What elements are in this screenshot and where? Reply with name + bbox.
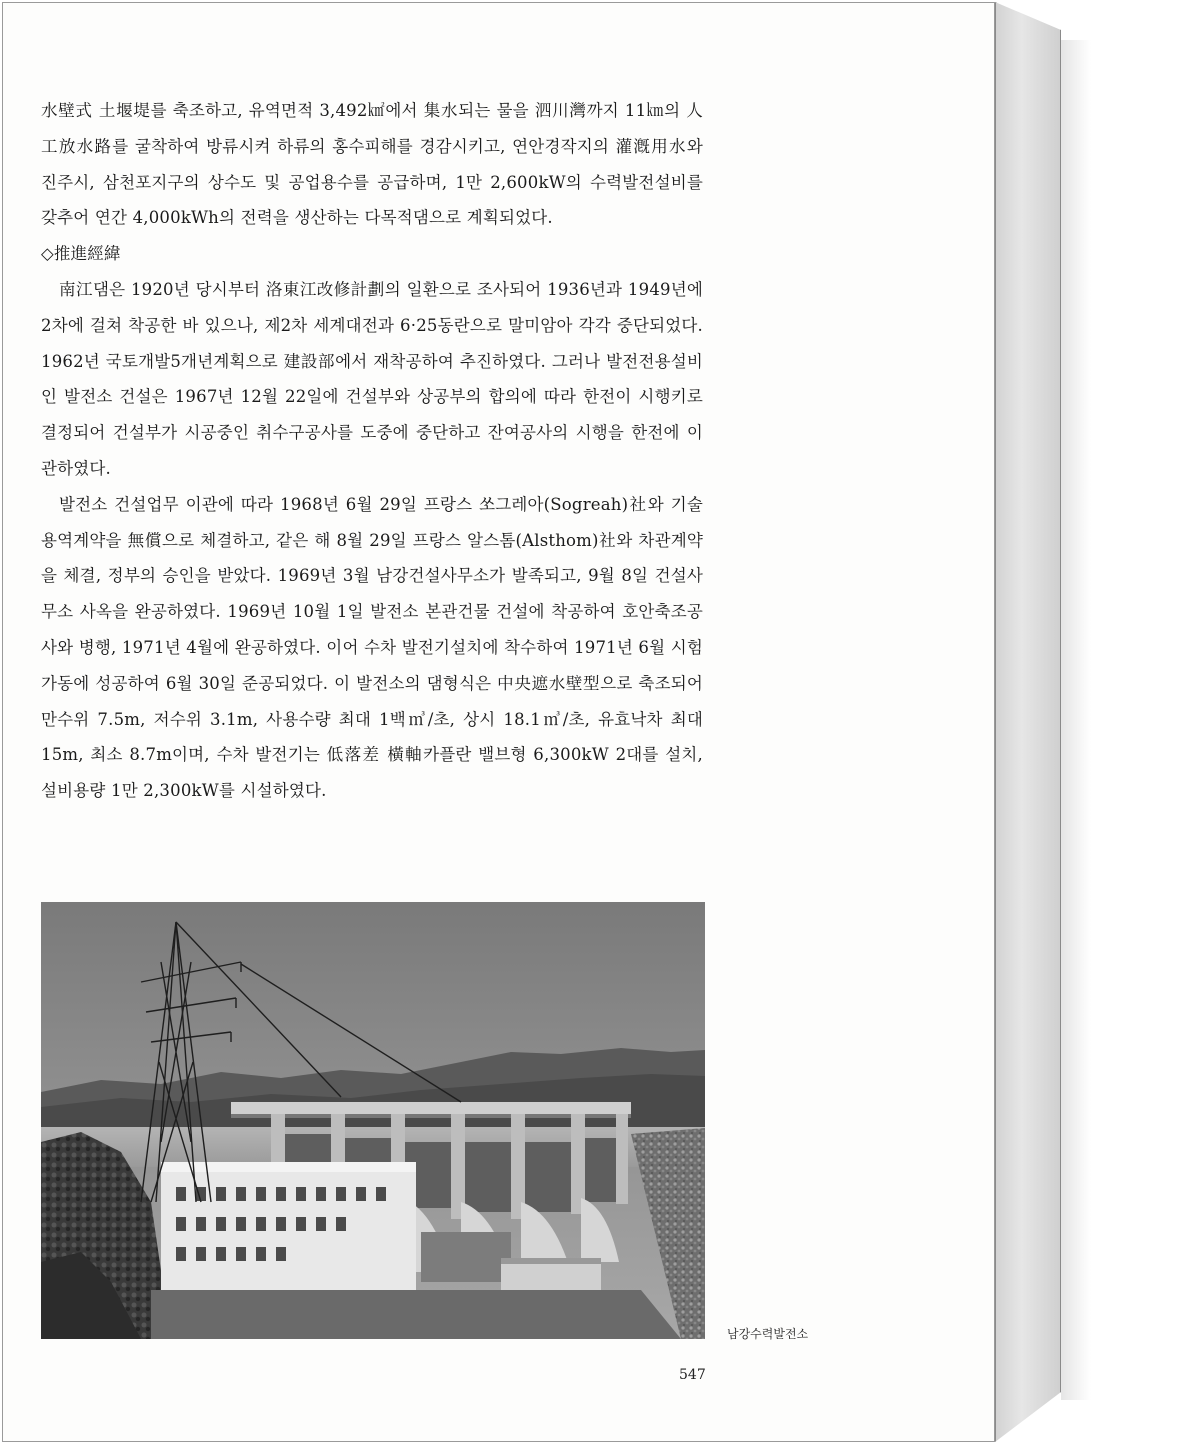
- paragraph-history: 南江댐은 1920년 당시부터 洛東江改修計劃의 일환으로 조사되어 1936년과 1949년에 2차에 걸쳐 착공한 바 있으나, 제2차 세계대전과 6·25동란으로 말미암아 각각 중단되었다. 1962년 국토개발5개년계획으로 建設部에서 재착공하여 추진하였다. 그러나 발전전용설비인 발전소 건설은 1967년 12월 22일에 건설부와 상공부의 합의에 따라 한전이 시행키로 결정되어 건설부가 시공중인 취수구공사를 도중에 중단하고 잔여공사의 시행을 한전에 이관하였다.: [41, 279, 703, 478]
- body-text: [41, 93, 703, 809]
- document-page: [2, 2, 995, 1442]
- section-heading: ◇推進經緯: [41, 244, 121, 264]
- paragraph-construction: 발전소 건설업무 이관에 따라 1968년 6월 29일 프랑스 쏘그레아(Sogreah)社와 기술용역계약을 無償으로 체결하고, 같은 해 8월 29일 프랑스 알스톰(Alsthom)社와 차관계약을 체결, 정부의 승인을 받았다. 1969년 3월 남강건설사무소가 발족되고, 9월 8일 건설사무소 사옥을 완공하였다. 1969년 10월 1일 발전소 본관건물 건설에 착공하여 호안축조공사와 병행, 1971년 4월에 완공하였다. 이어 수차 발전기설치에 착수하여 1971년 6월 시험가동에 성공하여 6월 30일 준공되었다. 이 발전소의 댐형식은 中央遮水壁型으로 축조되어 만수위 7.5m, 저수위 3.1m, 사용수량 최대 1백㎥/초, 상시 18.1㎥/초, 유효낙차 최대 15m, 최소 8.7m이며, 수차 발전기는 低落差 橫軸카플란 밸브형 6,300kW 2대를 설치, 설비용량 1만 2,300kW를 시설하였다.: [41, 494, 703, 801]
- photo-caption: 남강수력발전소: [727, 1327, 809, 1341]
- page-number: 547: [679, 1367, 706, 1383]
- paragraph-dam-plan: 水壁式 土堰堤를 축조하고, 유역면적 3,492㎢에서 集水되는 물을 泗川灣까지 11㎞의 人工放水路를 굴착하여 방류시켜 하류의 홍수피해를 경감시키고, 연안경작지의 灌漑用水와 진주시, 삼천포지구의 상수도 및 공업용수를 공급하며, 1만 2,600kW의 수력발전설비를 갖추어 연간 4,000kWh의 전력을 생산하는 다목적댐으로 계획되었다.: [41, 101, 703, 228]
- book-edge-outline: [995, 2, 1061, 1442]
- power-plant-photo: [41, 902, 705, 1339]
- book-shadow: [1061, 40, 1091, 1400]
